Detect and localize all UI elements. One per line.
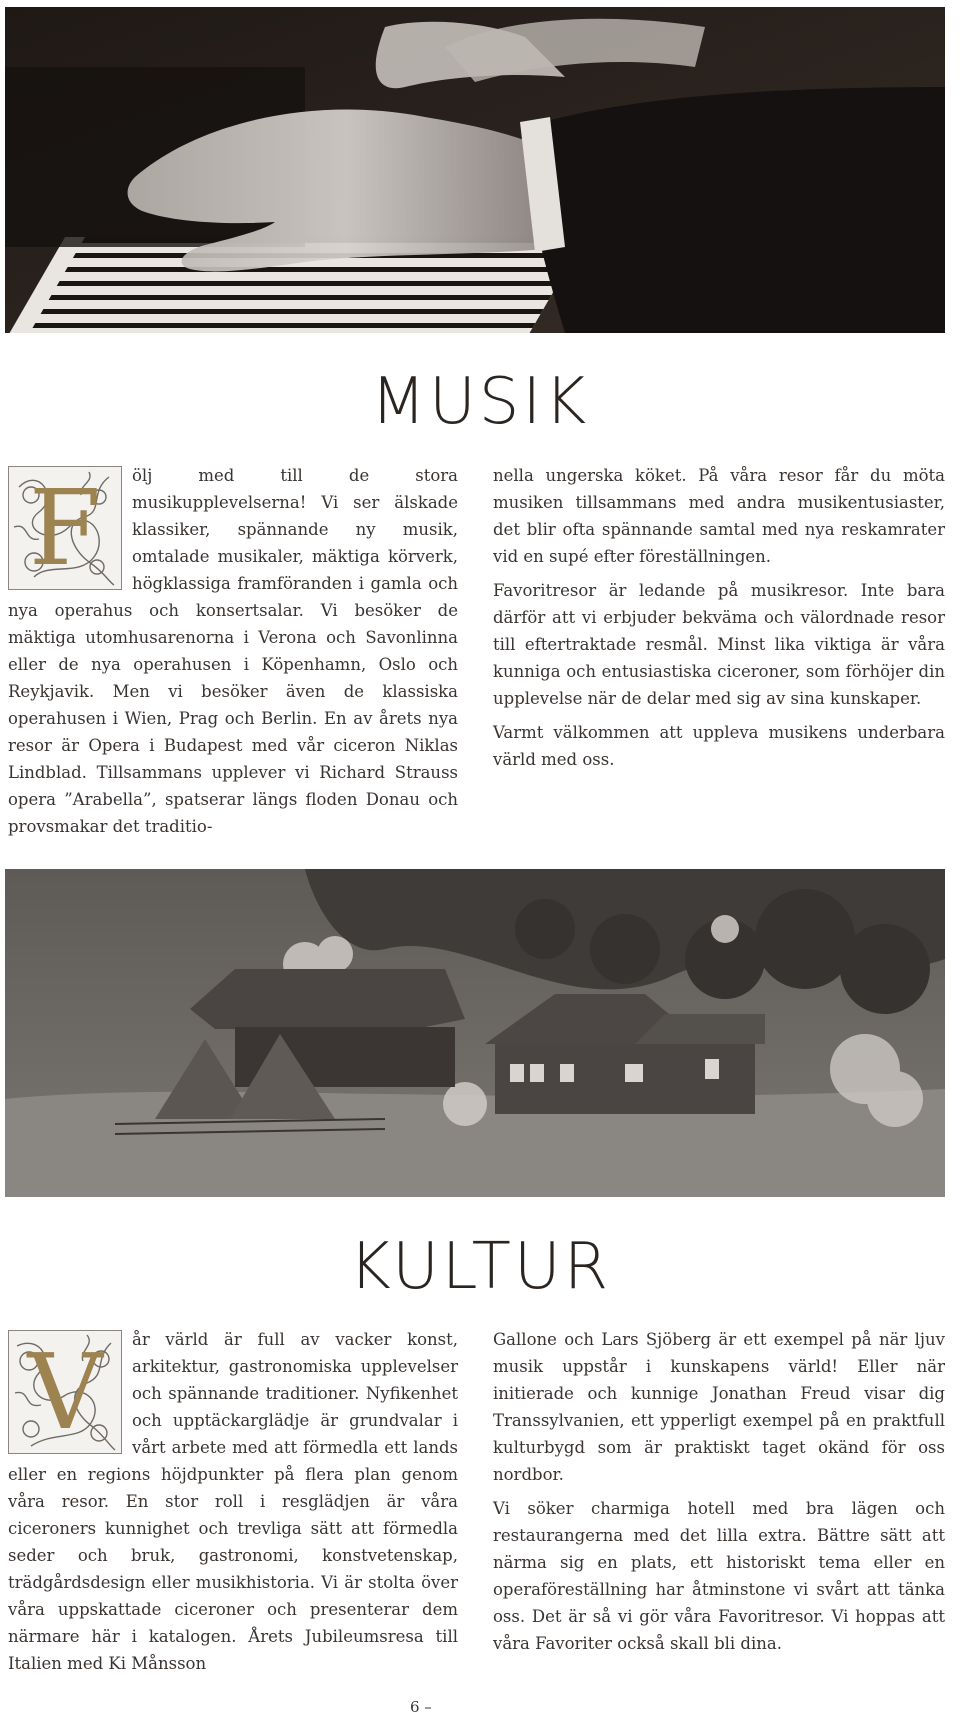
- kultur-right-column: [493, 1326, 945, 1664]
- musik-title: MUSIK: [370, 365, 590, 439]
- kultur-right-paragraph-1: Gallone och Lars Sjöberg är ett exempel på när ljuv musik uppstår i kunskapens värld! Eller när initierade och kunnige Jonathan Freud visar dig Transsylvanien, ett ypperligt exempel på en praktfull kulturbygd som är praktiskt taget okänd för oss nordbor.: [493, 1330, 945, 1484]
- musik-right-paragraph-2: Favoritresor är ledande på musikresor. Inte bara därför att vi erbjuder bekväma och välordnade resor till eftertraktade resmål. Minst lika viktiga är våra kunniga och entusiastiska ciceroner, som förhöjer din upplevelse när de delar med sig av sina kunskaper.: [493, 581, 945, 708]
- ornamental-dropcap-f: [8, 466, 122, 590]
- page-number: 6 –: [410, 1698, 432, 1716]
- dropcap-letter: V: [27, 1331, 103, 1453]
- musik-right-paragraph-1: nella ungerska köket. På våra resor får du möta musiken tillsammans med andra musikentusiaster, det blir ofta spännande samtal med nya reskamrater vid en supé efter föreställningen.: [493, 466, 945, 566]
- kultur-right-paragraph-2: Vi söker charmiga hotell med bra lägen och restaurangerna med det lilla extra. Bättre sätt att närma sig en plats, ett historiskt tema eller en operaföreställning har åtminstone vi svårt att tänka oss. Det är så vi gör våra Favoritresor. Vi hoppas att våra Favoriter också skall bli dina.: [493, 1499, 945, 1653]
- village-landscape-photo: [5, 869, 945, 1197]
- musik-right-paragraph-3: Varmt välkommen att uppleva musikens underbara värld med oss.: [493, 723, 945, 769]
- kultur-left-text: år värld är full av vacker konst, arkitektur, gastronomiska upplevelser och spännande traditioner. Nyfikenhet och upptäckarglädje är grundvalar i vårt arbete med att förmedla ett lands eller en regions höjdpunkter på flera plan genom våra resor. En stor roll i resglädjen är våra ciceroners kunnighet och trevliga sätt att förmedla seder och bruk, gastronomi, konstvetenskap, trädgårdsdesign eller musikhistoria. Vi är stolta över våra uppskattade ciceroner och presenterar dem närmare här i katalogen. Årets Jubileumsresa till Italien med Ki Månsson: [8, 1330, 458, 1673]
- ornamental-dropcap-v: [8, 1330, 122, 1454]
- kultur-left-column: [8, 1326, 458, 1684]
- piano-hands-photo: [5, 7, 945, 333]
- musik-left-text: ölj med till de stora musikupplevelserna! Vi ser älskade klassiker, spännande ny musik, omtalade musikaler, mäktiga körverk, högklassiga framföranden i gamla och nya operahus och konsertsalar. Vi besöker de mäktiga utomhusarenorna i Verona och Savonlinna eller de nya operahusen i Köpenhamn, Oslo och Reykjavik. Men vi besöker även de klassiska operahusen i Wien, Prag och Berlin. En av årets nya resor är Opera i Budapest med vår ciceron Niklas Lindblad. Tillsammans upplever vi Richard Strauss opera ”Arabella”, spatserar längs floden Donau och provsmakar det traditio-: [8, 466, 458, 836]
- kultur-title: KULTUR: [348, 1230, 612, 1304]
- musik-left-column: [8, 462, 458, 847]
- dropcap-letter: F: [28, 467, 102, 589]
- musik-right-column: [493, 462, 945, 780]
